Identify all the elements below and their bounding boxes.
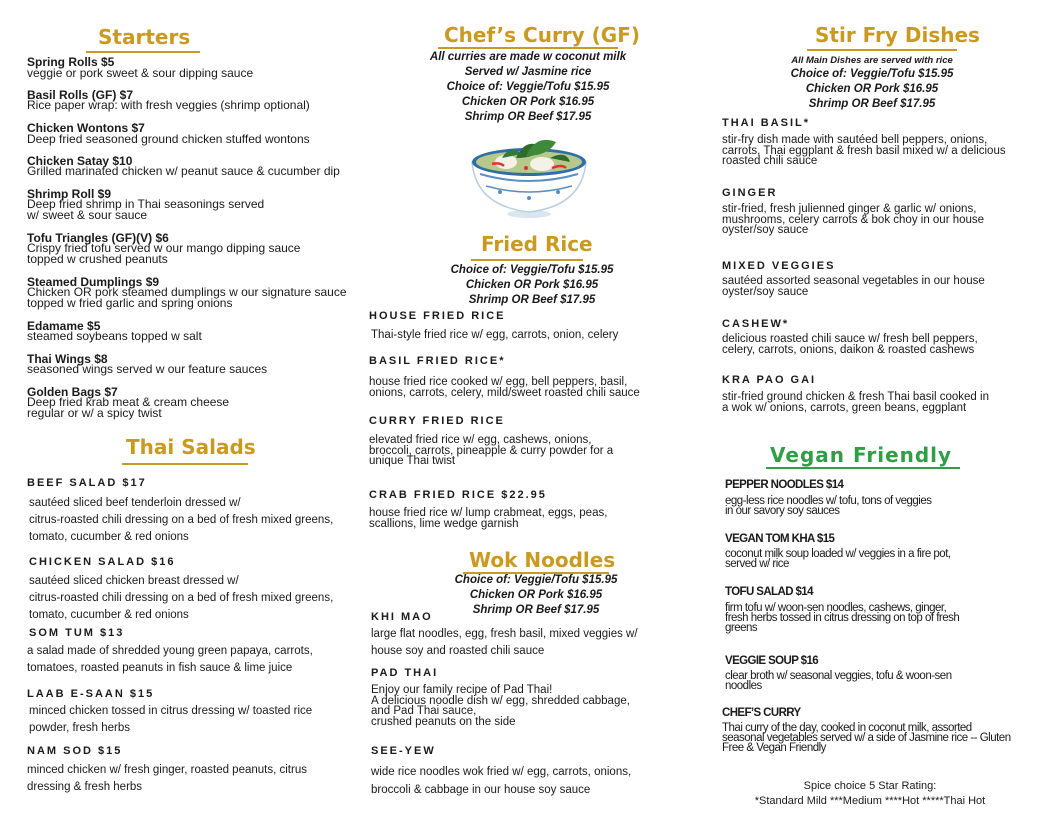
stirfry-name: THAI BASIL*: [722, 117, 810, 129]
vegan-title: Vegan Friendly: [770, 443, 953, 467]
salad-desc: minced chicken w/ fresh ginger, roasted peanuts, citrus dressing & fresh herbs: [27, 764, 307, 793]
starter-desc: steamed soybeans topped w salt: [27, 329, 202, 343]
starter-desc: Deep fried krab meat & cream cheese regular or w/ a spicy twist: [27, 395, 230, 420]
salad-desc: sautéed sliced beef tenderloin dressed w/ citrus-roasted chili dressing on a bed of fresh mixed greens, tomato, cucumber & red onions: [29, 497, 334, 543]
wok-desc: Enjoy our family recipe of Pad Thai! A delicious noodle dish w/ egg, shredded cabbage, and Pad Thai sauce, crushed peanuts on the side: [371, 684, 630, 728]
starter-name: Steamed Dumplings $9: [27, 275, 160, 289]
wok-notes: Choice of: Veggie/Tofu $15.95 Chicken OR Pork $16.95 Shrimp OR Beef $17.95: [454, 574, 618, 616]
starter-desc: Crispy fried tofu served w our mango dipping sauce topped w crushed peanuts: [27, 241, 301, 266]
vegan-desc: Thai curry of the day, cooked in coconut milk, assorted seasonal vegetables served w/ a side of Jasmine rice -- Gluten Free & Vegan Friendly: [722, 722, 1011, 754]
vegan-name: VEGAN TOM KHA $15: [725, 533, 835, 545]
fried-rice-title: Fried Rice: [481, 232, 593, 256]
stirfry-name: GINGER: [722, 187, 778, 199]
wok-name: PAD THAI: [371, 667, 439, 679]
stirfry-desc: stir-fry dish made with sautéed bell peppers, onions, carrots, Thai eggplant & fresh basil mixed w/ a delicious roasted chili sauce: [722, 134, 1006, 167]
stirfry-desc: sautéed assorted seasonal vegetables in our house oyster/soy sauce: [722, 275, 985, 298]
stirfry-name: KRA PAO GAI: [722, 374, 817, 386]
salad-name: CHICKEN SALAD $16: [29, 556, 176, 568]
fried-rice-name: HOUSE FRIED RICE: [369, 310, 506, 322]
wok-desc: wide rice noodles wok fried w/ egg, carrots, onions, broccoli & cabbage in our house soy sauce: [371, 766, 632, 796]
starter-desc: veggie or pork sweet & sour dipping sauce: [27, 66, 254, 80]
fried-rice-desc: elevated fried rice w/ egg, cashews, onions, broccoli, carrots, pineapple & curry powder for a unique Thai twist: [369, 434, 614, 467]
vegan-desc: clear broth w/ seasonal veggies, tofu & woon-sen noodles: [725, 670, 952, 692]
stirfry-desc: delicious roasted chili sauce w/ fresh bell peppers, celery, carrots, onions, daikon & roasted cashews: [722, 333, 978, 356]
wok-name: SEE-YEW: [371, 745, 436, 757]
starter-name: Shrimp Roll $9: [27, 187, 112, 201]
salad-name: LAAB E-SAAN $15: [27, 688, 155, 700]
curry-bowl-image: [466, 128, 592, 220]
vegan-desc: firm tofu w/ woon-sen noodles, cashews, ginger, fresh herbs tossed in citrus dressing on top of fresh greens: [725, 602, 960, 634]
fried-rice-underline: [471, 259, 583, 261]
starter-name: Tofu Triangles (GF)(V) $6: [27, 231, 169, 245]
spice-rating: [740, 779, 1000, 809]
starter-name: Thai Wings $8: [27, 352, 108, 366]
stirfry-rice-note: All Main Dishes are served with rice: [791, 55, 953, 66]
vegan-underline: [766, 467, 960, 469]
starter-desc: Deep fried shrimp in Thai seasonings served w/ sweet & sour sauce: [27, 197, 265, 222]
starter-name: Edamame $5: [27, 319, 101, 333]
starters-title: Starters: [98, 25, 191, 49]
wok-name: KHI MAO: [371, 611, 433, 623]
curry-title: Chef’s Curry (GF): [444, 23, 641, 47]
starter-name: Spring Rolls $5: [27, 55, 115, 69]
vegan-name: TOFU SALAD $14: [725, 586, 813, 598]
starter-name: Basil Rolls (GF) $7: [27, 88, 134, 102]
curry-underline: [438, 47, 618, 49]
vegan-name: PEPPER NOODLES $14: [725, 479, 844, 491]
vegan-name: VEGGIE SOUP $16: [725, 655, 819, 667]
starter-desc: seasoned wings served w our feature sauces: [27, 362, 268, 376]
vegan-desc: egg-less rice noodles w/ tofu, tons of veggies in our savory soy sauces: [725, 495, 932, 517]
stirfry-notes: Choice of: Veggie/Tofu $15.95 Chicken OR Pork $16.95 Shrimp OR Beef $17.95: [790, 68, 954, 110]
stirfry-desc: stir-fried ground chicken & fresh Thai basil cooked in a wok w/ onions, carrots, green beans, eggplant: [722, 391, 989, 414]
salad-name: SOM TUM $13: [29, 627, 125, 639]
wok-title: Wok Noodles: [469, 548, 616, 572]
stirfry-name: CASHEW*: [722, 318, 790, 330]
stirfry-desc: stir-fried, fresh julienned ginger & garlic w/ onions, mushrooms, celery carrots & bok choy in our house oyster/soy sauce: [722, 203, 985, 236]
fried-rice-name: CURRY FRIED RICE: [369, 415, 505, 427]
fried-rice-notes: Choice of: Veggie/Tofu $15.95 Chicken OR Pork $16.95 Shrimp OR Beef $17.95: [450, 264, 614, 306]
fried-rice-name: BASIL FRIED RICE*: [369, 355, 506, 367]
salads-title: Thai Salads: [126, 435, 256, 459]
salads-underline: [122, 463, 248, 465]
salad-name: BEEF SALAD $17: [27, 477, 147, 489]
vegan-desc: coconut milk soup loaded w/ veggies in a fire pot, served w/ rice: [725, 548, 951, 570]
fried-rice-desc: house fried rice w/ lump crabmeat, eggs, peas, scallions, lime wedge garnish: [369, 507, 608, 530]
wok-desc: large flat noodles, egg, fresh basil, mixed veggies w/ house soy and roasted chili sauce: [371, 628, 638, 657]
vegan-name: CHEF’S CURRY: [722, 707, 801, 719]
stirfry-title: Stir Fry Dishes: [815, 23, 980, 47]
starter-name: Chicken Wontons $7: [27, 121, 145, 135]
curry-notes: All curries are made w coconut milk Served w/ Jasmine rice Choice of: Veggie/Tofu $15.95 Chicken OR Pork $16.95 Shrimp OR Beef $17.95: [429, 51, 627, 123]
spice-rating-title: Spice choice 5 Star Rating:: [803, 780, 937, 792]
starter-name: Golden Bags $7: [27, 385, 118, 399]
starter-desc: Grilled marinated chicken w/ peanut sauce & cucumber dip: [27, 164, 340, 178]
starter-desc: Rice paper wrap: with fresh veggies (shrimp optional): [27, 98, 310, 112]
fried-rice-desc: house fried rice cooked w/ egg, bell peppers, basil, onions, carrots, celery, mild/sweet roasted chili sauce: [369, 376, 640, 399]
salad-name: NAM SOD $15: [27, 745, 123, 757]
salad-desc: a salad made of shredded young green papaya, carrots, tomatoes, roasted peanuts in fish sauce & lime juice: [27, 645, 313, 674]
stirfry-underline: [807, 49, 957, 51]
starter-desc: Deep fried seasoned ground chicken stuffed wontons: [27, 132, 310, 146]
fried-rice-name: CRAB FRIED RICE $22.95: [369, 489, 547, 501]
starter-desc: Chicken OR pork steamed dumplings w our signature sauce topped w fried garlic and spring onions: [27, 285, 347, 310]
salad-desc: sautéed sliced chicken breast dressed w/ citrus-roasted chili dressing on a bed of fresh mixed greens, tomato, cucumber & red onions: [29, 575, 334, 621]
salad-desc: minced chicken tossed in citrus dressing w/ toasted rice powder, fresh herbs: [29, 705, 313, 734]
spice-rating-scale: *Standard Mild ***Medium ****Hot *****Thai Hot: [754, 795, 986, 807]
stirfry-name: MIXED VEGGIES: [722, 260, 836, 272]
starters-underline: [86, 51, 200, 53]
fried-rice-desc: Thai-style fried rice w/ egg, carrots, onion, celery: [371, 329, 619, 341]
starter-name: Chicken Satay $10: [27, 154, 133, 168]
